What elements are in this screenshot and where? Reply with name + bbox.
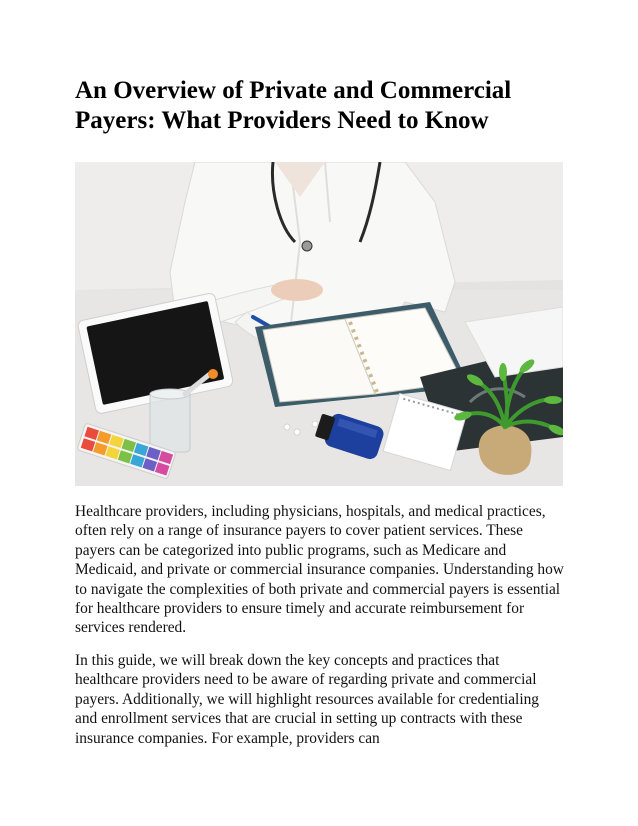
document-title: An Overview of Private and Commercial Payers: What Providers Need to Know xyxy=(75,77,512,134)
body-paragraph-1: Healthcare providers, including physicians, hospitals, and medical practices, often rely on a range of insurance payers to cover patient services. These payers can be categorized into public programs, such as Medicare and Medicaid, and private or commercial insurance companies. Understanding how to navigate the complexities of both private and commercial payers is essential for healthcare providers to ensure timely and accurate reimbursement for services rendered. xyxy=(75,503,564,637)
body-paragraph-2: In this guide, we will break down the key concepts and practices that healthcare providers need to be aware of regarding private and commercial payers. Additionally, we will highlight resources available for credentialing and enrollment services that are crucial in setting up contracts with these insurance companies. For example, providers can xyxy=(75,652,540,747)
hero-image xyxy=(75,162,563,486)
doctor-desk-illustration xyxy=(75,162,563,486)
